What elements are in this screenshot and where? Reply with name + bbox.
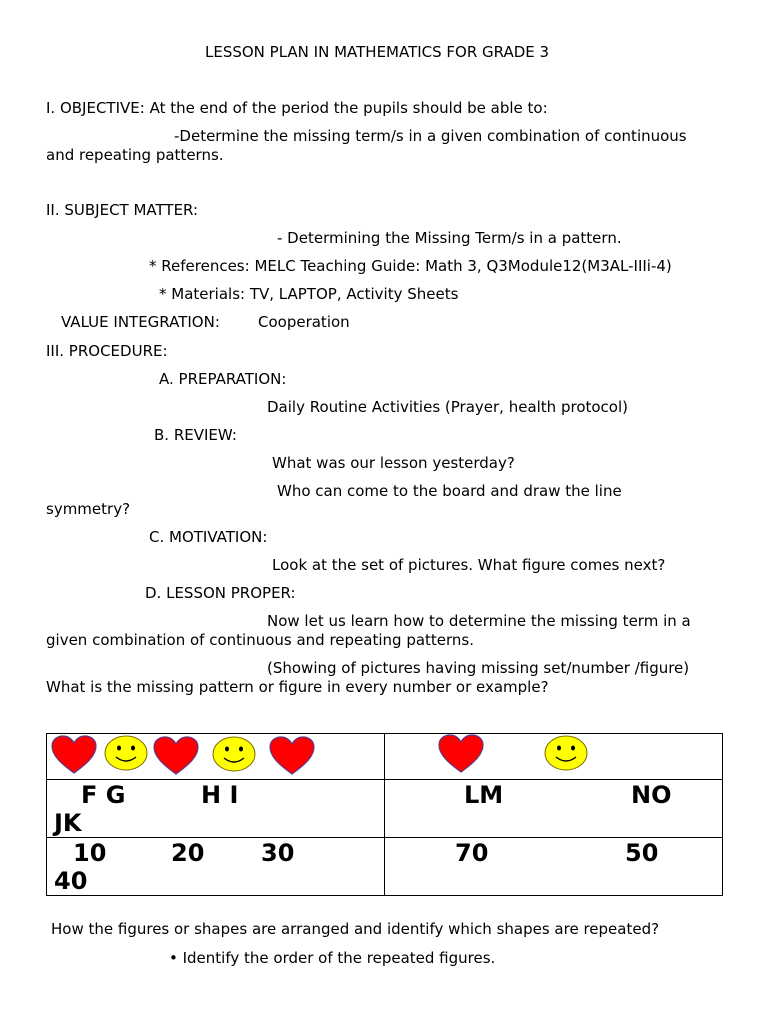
letter-group-lm: LM bbox=[464, 781, 504, 809]
pattern-row-shapes bbox=[47, 734, 723, 780]
smiley-icon bbox=[211, 735, 257, 773]
subject-references: * References: MELC Teaching Guide: Math 3, Q3Module12(M3AL-IIIi-4) bbox=[149, 257, 672, 275]
motivation-label: C. MOTIVATION: bbox=[149, 528, 268, 546]
heart-icon bbox=[268, 736, 316, 776]
review-question-1: What was our lesson yesterday? bbox=[272, 454, 515, 472]
letter-group-hi: H I bbox=[201, 781, 239, 809]
motivation-text: Look at the set of pictures. What figure comes next? bbox=[272, 556, 666, 574]
pattern-table bbox=[46, 733, 723, 896]
number-40: 40 bbox=[54, 867, 88, 895]
objective-heading: I. OBJECTIVE: At the end of the period the pupils should be able to: bbox=[46, 99, 548, 117]
closing-bullet: • Identify the order of the repeated figures. bbox=[169, 949, 496, 967]
objective-line-2: and repeating patterns. bbox=[46, 146, 224, 164]
pattern-row-letters bbox=[47, 780, 723, 838]
preparation-text: Daily Routine Activities (Prayer, health protocol) bbox=[267, 398, 628, 416]
lesson-text-1: Now let us learn how to determine the missing term in a bbox=[267, 612, 691, 630]
letters-cell-left bbox=[47, 780, 385, 838]
number-70: 70 bbox=[455, 839, 489, 867]
objective-line-1: -Determine the missing term/s in a given combination of continuous bbox=[174, 127, 687, 145]
heart-icon bbox=[50, 735, 98, 775]
shapes-cell-right bbox=[385, 734, 723, 780]
lesson-proper-label: D. LESSON PROPER: bbox=[145, 584, 296, 602]
letter-group-fg: F G bbox=[81, 781, 126, 809]
letters-cell-right bbox=[385, 780, 723, 838]
number-50: 50 bbox=[625, 839, 659, 867]
heart-icon bbox=[152, 736, 200, 776]
page-title: LESSON PLAN IN MATHEMATICS FOR GRADE 3 bbox=[205, 43, 550, 61]
lesson-text-2: given combination of continuous and repeating patterns. bbox=[46, 631, 475, 649]
lesson-text-3: (Showing of pictures having missing set/number /figure) bbox=[267, 659, 690, 677]
numbers-cell-left bbox=[47, 838, 385, 896]
review-question-2-cont: symmetry? bbox=[46, 500, 131, 518]
value-integration-value: Cooperation bbox=[258, 313, 350, 331]
pattern-row-numbers bbox=[47, 838, 723, 896]
smiley-icon bbox=[103, 734, 149, 772]
preparation-label: A. PREPARATION: bbox=[159, 370, 287, 388]
review-label: B. REVIEW: bbox=[154, 426, 237, 444]
review-question-2: Who can come to the board and draw the line bbox=[277, 482, 622, 500]
shapes-cell-left bbox=[47, 734, 385, 780]
letter-group-jk: JK bbox=[54, 809, 82, 837]
smiley-icon bbox=[543, 734, 589, 772]
number-20: 20 bbox=[171, 839, 205, 867]
subject-topic: - Determining the Missing Term/s in a pattern. bbox=[277, 229, 622, 247]
value-integration-label: VALUE INTEGRATION: bbox=[61, 313, 220, 331]
heart-icon bbox=[437, 734, 485, 774]
lesson-text-4: What is the missing pattern or figure in every number or example? bbox=[46, 678, 549, 696]
number-30: 30 bbox=[261, 839, 295, 867]
subject-matter-heading: II. SUBJECT MATTER: bbox=[46, 201, 199, 219]
number-10: 10 bbox=[73, 839, 107, 867]
procedure-heading: III. PROCEDURE: bbox=[46, 342, 168, 360]
closing-question: How the figures or shapes are arranged and identify which shapes are repeated? bbox=[51, 920, 660, 938]
subject-materials: * Materials: TV, LAPTOP, Activity Sheets bbox=[159, 285, 459, 303]
letter-group-no: NO bbox=[631, 781, 672, 809]
numbers-cell-right bbox=[385, 838, 723, 896]
